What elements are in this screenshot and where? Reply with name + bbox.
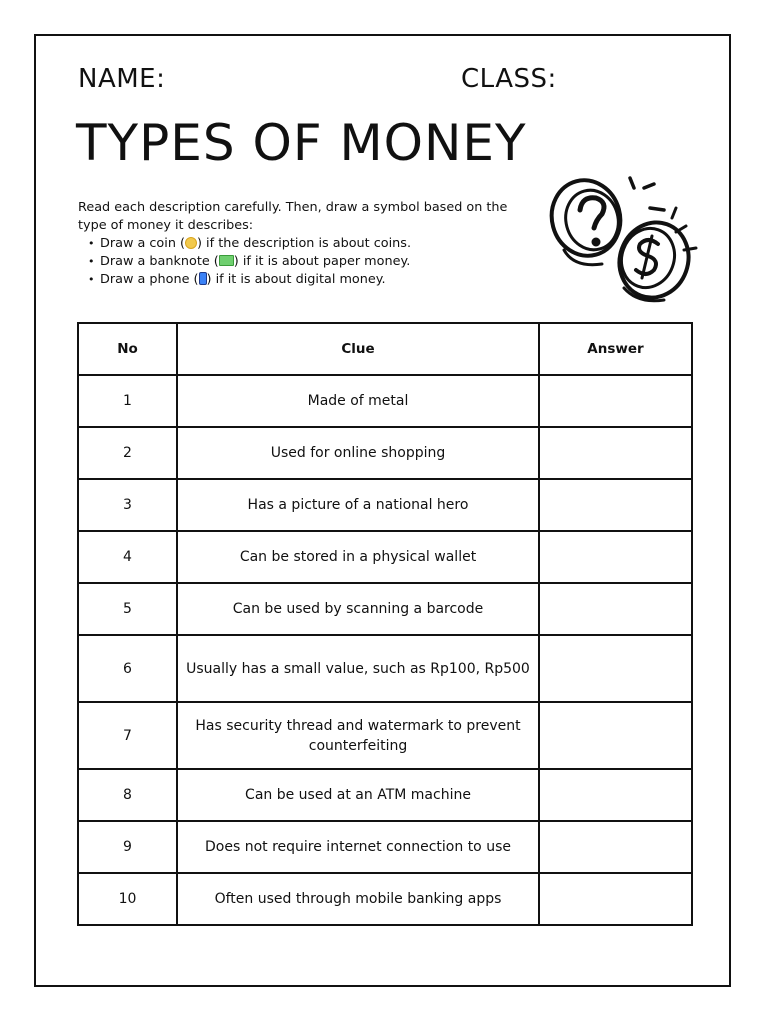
row-clue: Often used through mobile banking apps (177, 873, 539, 925)
row-number: 10 (78, 873, 177, 925)
table-row (78, 479, 692, 531)
row-number: 9 (78, 821, 177, 873)
table-row (78, 821, 692, 873)
row-answer[interactable] (539, 769, 692, 821)
class-label: CLASS: (461, 64, 557, 94)
question-coin-dollar-coin-icon (544, 170, 704, 310)
row-number: 2 (78, 427, 177, 479)
table-row (78, 583, 692, 635)
row-number: 7 (78, 702, 177, 769)
row-clue: Does not require internet connection to use (177, 821, 539, 873)
table-row (78, 769, 692, 821)
row-clue: Can be used by scanning a barcode (177, 583, 539, 635)
instructions-list (78, 235, 538, 289)
instructions-intro: Read each description carefully. Then, draw a symbol based on the type of money it describes: (78, 200, 508, 233)
row-number: 1 (78, 375, 177, 427)
row-clue: Can be used at an ATM machine (177, 769, 539, 821)
row-clue: Usually has a small value, such as Rp100, Rp500 (177, 635, 539, 702)
row-answer[interactable] (539, 583, 692, 635)
table-row (78, 702, 692, 769)
row-number: 3 (78, 479, 177, 531)
row-clue: Has a picture of a national hero (177, 479, 539, 531)
row-answer[interactable] (539, 702, 692, 769)
instruction-item-coin: • Draw a coin ( ) if the description is about coins. (100, 235, 538, 253)
row-answer[interactable] (539, 635, 692, 702)
name-label: NAME: (78, 64, 166, 94)
table-header-row (78, 323, 692, 375)
row-clue: Made of metal (177, 375, 539, 427)
table-row (78, 873, 692, 925)
table-row (78, 375, 692, 427)
instruction-item-banknote: • Draw a banknote ( ) if it is about paper money. (100, 253, 538, 271)
row-number: 5 (78, 583, 177, 635)
row-answer[interactable] (539, 821, 692, 873)
table-row (78, 427, 692, 479)
table-row (78, 531, 692, 583)
phone-emoji-icon (199, 272, 207, 285)
table-row (78, 635, 692, 702)
row-answer[interactable] (539, 873, 692, 925)
row-number: 8 (78, 769, 177, 821)
row-clue: Used for online shopping (177, 427, 539, 479)
clue-table (77, 322, 693, 926)
row-clue: Can be stored in a physical wallet (177, 531, 539, 583)
row-answer[interactable] (539, 427, 692, 479)
row-number: 4 (78, 531, 177, 583)
row-clue: Has security thread and watermark to prevent counterfeiting (177, 702, 539, 769)
banknote-emoji-icon (219, 255, 234, 266)
instructions (78, 199, 538, 289)
row-number: 6 (78, 635, 177, 702)
column-header-answer: Answer (539, 323, 692, 375)
column-header-no: No (78, 323, 177, 375)
coin-emoji-icon (185, 237, 197, 249)
page-title: TYPES OF MONEY (76, 114, 527, 172)
row-answer[interactable] (539, 375, 692, 427)
row-answer[interactable] (539, 531, 692, 583)
instruction-item-phone: • Draw a phone ( ) if it is about digital money. (100, 271, 538, 289)
row-answer[interactable] (539, 479, 692, 531)
column-header-clue: Clue (177, 323, 539, 375)
